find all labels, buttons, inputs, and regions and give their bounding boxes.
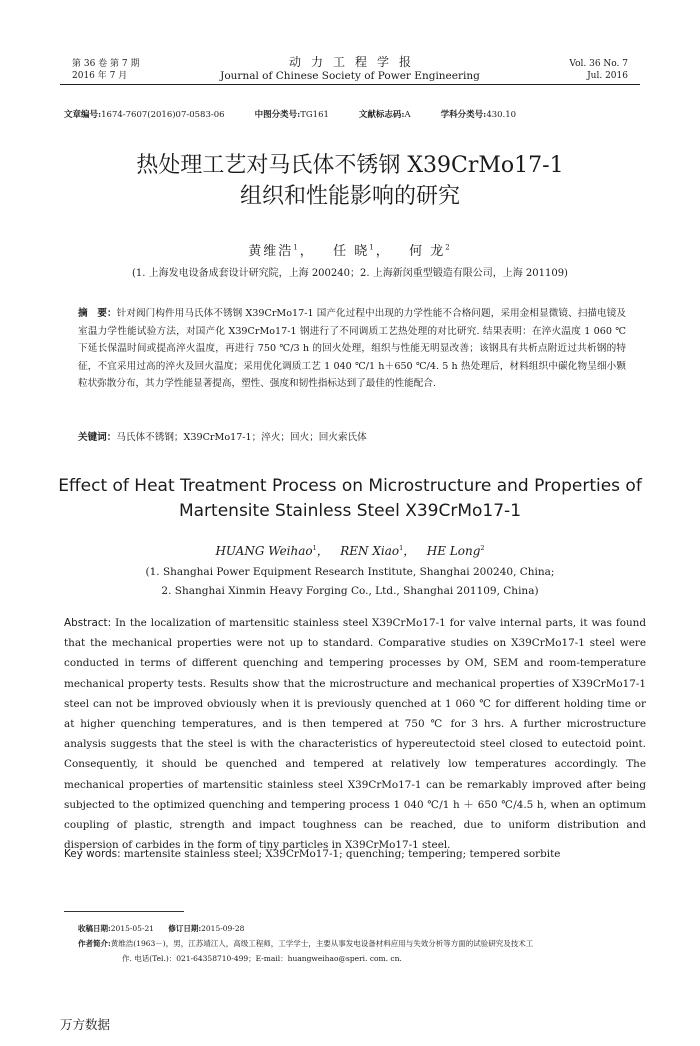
abstract-en-text: In the localization of martensitic stainless steel X39CrMo17-1 for valve internal parts, it was found that the mechanical properties were not up to standard. Comparative studies on X39CrMo17-1 steel were conducted in terms of different quenching and tempering processes by OM, SEM and room-temperature mechanical property tests. Results show that the microstructure and mechanical properties of X39CrMo17-1 steel can not be improved obviously when it is previously quenched at 1 060 ℃ for different holding time or at higher quenching temperatures, and is then tempered at 750 ℃ for 3 hrs. A further microstructure analysis suggests that the steel is with the characteristics of hypereutectoid steel closed to eutectoid point. Consequently, it should be quenched and tempered at relatively low temperatures accordingly. The mechanical properties of martensitic stainless steel X39CrMo17-1 can be remarkably improved after being subjected to the optimized quenching and tempering process 1 040 ℃/1 h ＋ 650 ℃/4.5 h, when an optimum coupling of plastic, strength and impact toughness can be reached, due to uniform distribution and dispersion of carbides in the form of tiny particles in X39CrMo17-1 steel.: [64, 617, 646, 852]
issue-date-cn: 2016 年 7 月: [72, 71, 128, 81]
authors-en: [0, 542, 700, 559]
affiliations-en: [0, 563, 700, 601]
volume-issue-en: Vol. 36 No. 7: [569, 59, 628, 69]
footnote-contact: 作. 电话(Tel.)：021-64358710-499；E-mail：huangweihao@speri. com. cn.: [122, 954, 402, 963]
affiliation-en-line1: (1. Shanghai Power Equipment Research Institute, Shanghai 200240, China;: [145, 566, 555, 578]
meta-subject-code: 学科分类号:430.10: [440, 110, 517, 120]
title-en: [0, 474, 700, 524]
article-meta: [64, 108, 654, 120]
author-cn: 任 晓$^1$，: [333, 243, 391, 259]
journal-name-cn: 动力工程学报: [288, 55, 421, 69]
title-en-line1: Effect of Heat Treatment Process on Microstructure and Properties of: [58, 476, 642, 496]
footnote: [78, 921, 648, 966]
author-en: REN Xiao$^1$，: [340, 544, 416, 558]
title-en-line2: Martensite Stainless Steel X39CrMo17-1: [178, 501, 522, 521]
keywords-en: [64, 848, 646, 860]
title-cn: [0, 150, 700, 212]
abstract-cn-text: 针对阀门构件用马氏体不锈钢 X39CrMo17-1 国产化过程中出现的力学性能不合格问题，采用金相显微镜、扫描电镜及室温力学性能试验方法，对国产化 X39CrMo17-1 钢进行了不同调质工艺热处理的对比研究. 结果表明：在淬火温度 1 060 ℃ 下延长保温时间或提高淬火温度，再进行 750 ℃/3 h 的回火处理，组织与性能无明显改善；该钢具有共析点附近过共析钢的特征，不宜采用过高的淬火及回火温度；采用优化调质工艺 1 040 ℃/1 h＋650 ℃/4. 5 h 热处理后，材料组织中碳化物呈细小颗粒状弥散分布，其力学性能显著提高，塑性、强度和韧性指标达到了最佳的性能配合.: [78, 308, 626, 390]
footnote-dates: 收稿日期:2015-05-21 修订日期:2015-09-28: [78, 924, 245, 933]
wanfang-watermark: 万方数据: [60, 1017, 111, 1032]
abstract-en-label: Abstract:: [64, 617, 112, 629]
header-rule: [60, 84, 640, 85]
author-cn: 黄维浩$^1$，: [248, 243, 315, 259]
title-cn-line2: 组织和性能影响的研究: [239, 184, 460, 209]
footnote-rule: [64, 911, 184, 912]
keywords-cn-text: 马氏体不锈钢；X39CrMo17-1；淬火；回火；回火索氏体: [116, 432, 367, 443]
footnote-bio: 作者简介:黄维浩(1963－)，男，江苏靖江人，高级工程师，工学学士，主要从事发电设备材料应用与失效分析等方面的试验研究及技术工: [78, 939, 534, 948]
header-volume-en: [569, 58, 628, 82]
abstract-cn-label: 摘 要：: [78, 308, 117, 319]
abstract-cn: [78, 305, 626, 393]
meta-document-code: 文献标志码:A: [358, 110, 411, 120]
keywords-en-text: martensite stainless steel; X39CrMo17-1; quenching; tempering; tempered sorbite: [123, 848, 561, 860]
abstract-en: [64, 613, 646, 855]
journal-name-en: Journal of Chinese Society of Power Engineering: [220, 70, 480, 82]
meta-article-number: 文章编号:1674-7607(2016)07-0583-06: [64, 110, 225, 120]
issue-date-en: Jul. 2016: [587, 71, 628, 81]
keywords-en-label: Key words:: [64, 848, 121, 860]
author-en: HUANG Weihao$^1$，: [215, 544, 329, 558]
authors-cn: [0, 240, 700, 259]
keywords-cn: [78, 429, 626, 443]
keywords-cn-label: 关键词：: [78, 432, 117, 443]
volume-issue-cn: 第 36 卷 第 7 期: [72, 59, 140, 69]
affiliations-cn: (1. 上海发电设备成套设计研究院，上海 200240；2. 上海新闵重型锻造有限公司，上海 201109): [132, 268, 568, 279]
author-en: HE Long$^2$: [426, 544, 485, 558]
author-cn: 何 龙$^2$: [409, 243, 452, 259]
affiliation-en-line2: 2. Shanghai Xinmin Heavy Forging Co., Ltd., Shanghai 201109, China): [161, 585, 539, 597]
meta-clc-number: 中图分类号:TG161: [254, 110, 329, 120]
title-cn-line1: 热处理工艺对马氏体不锈钢 X39CrMo17-1: [136, 153, 564, 178]
